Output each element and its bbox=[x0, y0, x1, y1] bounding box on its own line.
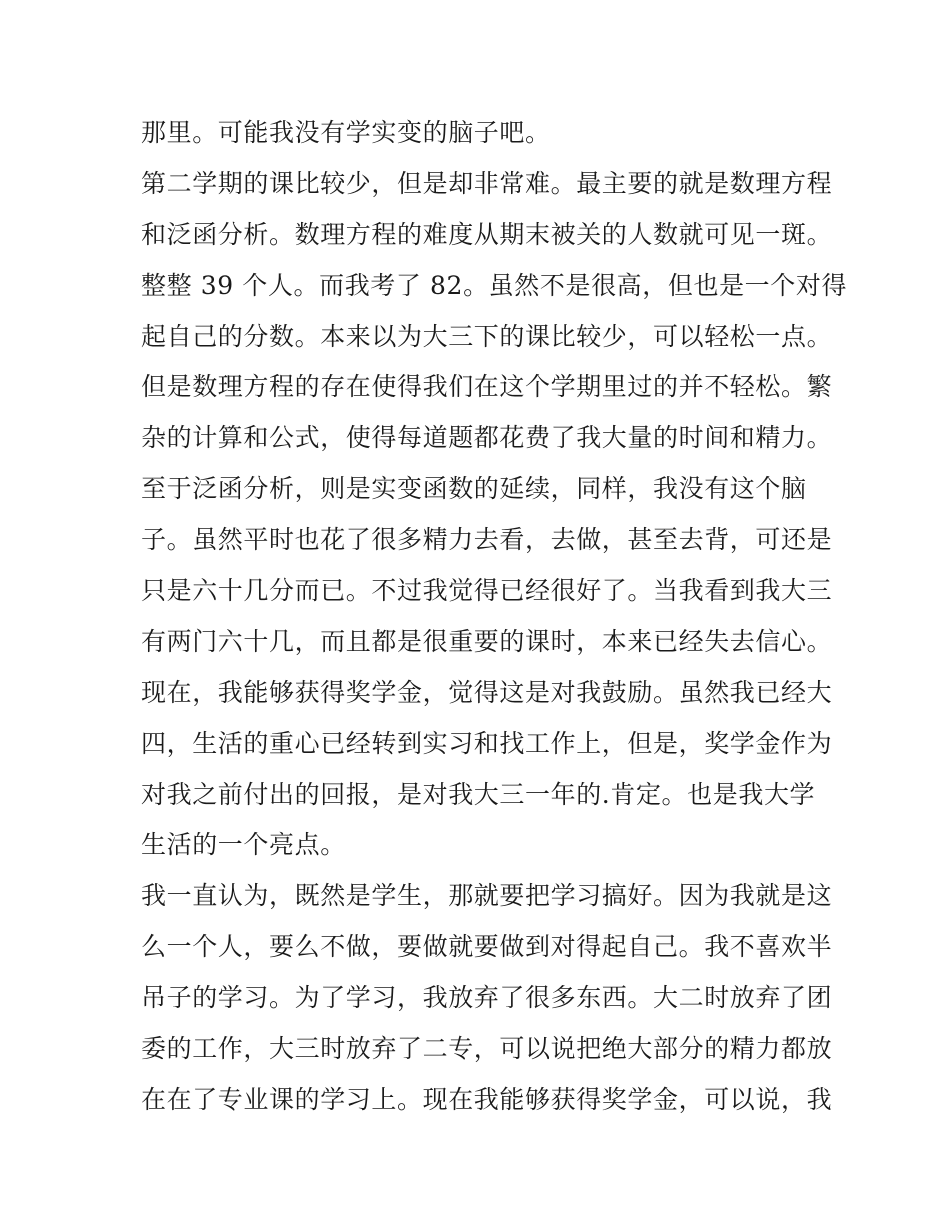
text-line-5: 起自己的分数。本来以为大三下的课比较少，可以轻松一点。 bbox=[141, 321, 833, 351]
text-line-2: 第二学期的课比较少，但是却非常难。最主要的就是数理方程 bbox=[141, 168, 833, 198]
text-line-13: 四，生活的重心已经转到实习和找工作上，但是，奖学金作为 bbox=[141, 728, 833, 758]
document-body bbox=[141, 108, 848, 1126]
text-line-18: 吊子的学习。为了学习，我放弃了很多东西。大二时放弃了团 bbox=[141, 983, 833, 1013]
text-line-8: 至于泛函分析，则是实变函数的延续，同样，我没有这个脑 bbox=[141, 474, 807, 504]
text-line-4: 整整 39 个人。而我考了 82。虽然不是很高，但也是一个对得 bbox=[141, 270, 848, 300]
text-line-19: 委的工作，大三时放弃了二专，可以说把绝大部分的精力都放 bbox=[141, 1034, 833, 1064]
text-line-15: 生活的一个亮点。 bbox=[141, 830, 346, 860]
text-line-17: 么一个人，要么不做，要做就要做到对得起自己。我不喜欢半 bbox=[141, 932, 833, 962]
text-line-9: 子。虽然平时也花了很多精力去看，去做，甚至去背，可还是 bbox=[141, 525, 833, 555]
text-line-10: 只是六十几分而已。不过我觉得已经很好了。当我看到我大三 bbox=[141, 576, 833, 606]
text-line-20: 在在了专业课的学习上。现在我能够获得奖学金，可以说，我 bbox=[141, 1084, 833, 1114]
text-line-1: 那里。可能我没有学实变的脑子吧。 bbox=[141, 118, 551, 147]
text-line-11: 有两门六十几，而且都是很重要的课时，本来已经失去信心。 bbox=[141, 626, 833, 656]
text-line-3: 和泛函分析。数理方程的难度从期末被关的人数就可见一斑。 bbox=[141, 219, 833, 249]
text-line-6: 但是数理方程的存在使得我们在这个学期里过的并不轻松。繁 bbox=[141, 372, 833, 402]
text-line-12: 现在，我能够获得奖学金，觉得这是对我鼓励。虽然我已经大 bbox=[141, 677, 833, 707]
text-line-14: 对我之前付出的回报，是对我大三一年的.肯定。也是我大学 bbox=[141, 779, 816, 809]
text-line-7: 杂的计算和公式，使得每道题都花费了我大量的时间和精力。 bbox=[141, 423, 833, 453]
text-line-16: 我一直认为，既然是学生，那就要把学习搞好。因为我就是这 bbox=[141, 881, 833, 911]
